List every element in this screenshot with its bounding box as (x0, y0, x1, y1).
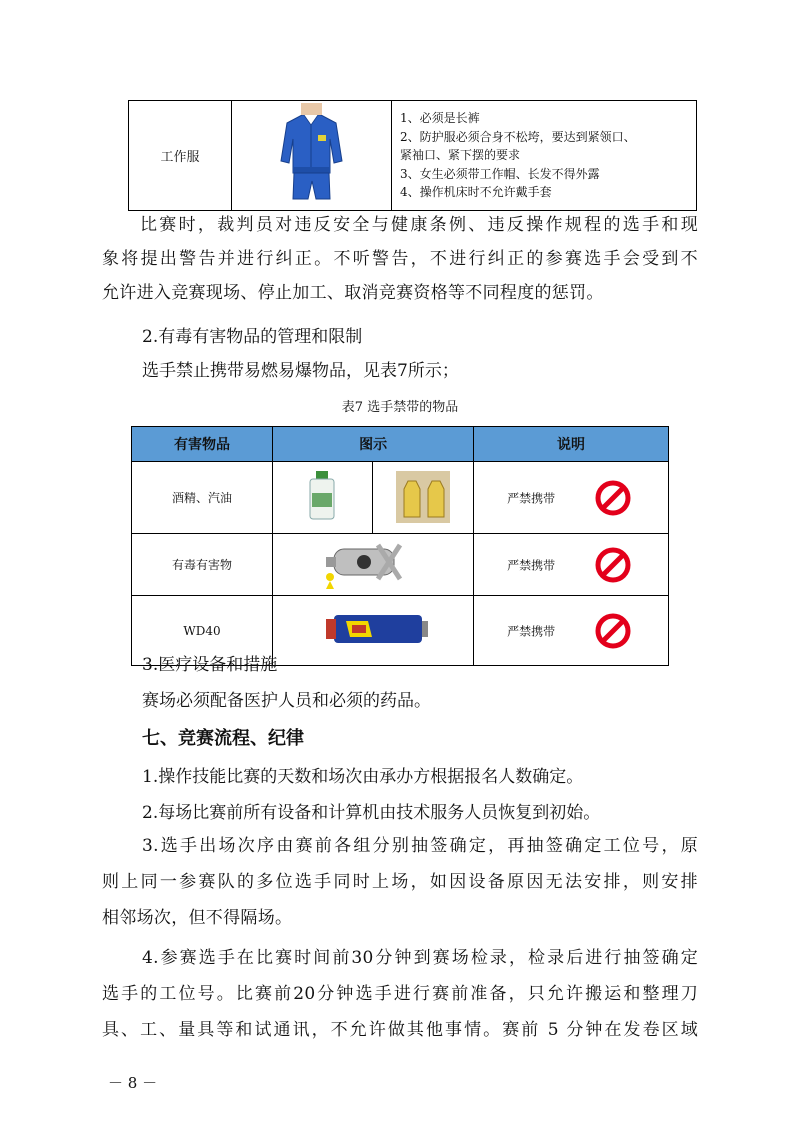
prohibited-icon (594, 479, 632, 517)
list-item (102, 940, 698, 1048)
workwear-rule: 2、防护服必须合身不松垮，要达到紧领口、 (400, 129, 636, 144)
hazard-table (131, 426, 669, 666)
table-row (132, 534, 669, 596)
section-heading: 2.有毒有害物品的管理和限制 (142, 327, 363, 347)
column-header: 说明 (474, 427, 669, 462)
workwear-image (232, 101, 391, 206)
text-line: 比赛时，裁判员对违反安全与健康条例、违反操作规程的选手和现 (140, 215, 698, 235)
text-line: 4.参赛选手在比赛时间前30分钟到赛场检录，检录后进行抽签确定 (142, 948, 698, 968)
list-item: 2.每场比赛前所有设备和计算机由技术服务人员恢复到初始。 (142, 803, 601, 823)
image-cell (373, 462, 474, 534)
list-item: 1.操作技能比赛的天数和场次由承办方根据报名人数确定。 (142, 767, 584, 787)
image-cell (273, 596, 474, 666)
column-header: 有害物品 (132, 427, 273, 462)
table-caption: 表7 选手禁带的物品 (341, 400, 459, 415)
paragraph-penalty (102, 208, 698, 310)
prohibited-icon (594, 612, 632, 650)
workwear-rule: 4、操作机床时不允许戴手套 (400, 185, 552, 200)
paragraph: 赛场必须配备医护人员和必须的药品。 (142, 691, 431, 711)
text-line: 具、工、量具等和试通讯，不允许做其他事情。赛前 5 分钟在发卷区域 (102, 1020, 698, 1040)
text-line: 则上同一参赛队的多位选手同时上场，如因设备原因无法安排，则安排 (102, 872, 698, 892)
item-name: 酒精、汽油 (132, 462, 273, 534)
text-line: 3.选手出场次序由赛前各组分别抽签确定，再抽签确定工位号，原 (142, 836, 698, 856)
note-cell (474, 534, 669, 596)
text-line: 象将提出警告并进行纠正。不听警告，不进行纠正的参赛选手会受到不 (102, 249, 698, 269)
paragraph: 选手禁止携带易燃易爆物品，见表7所示； (142, 361, 459, 381)
table-row (132, 462, 669, 534)
section-heading: 3.医疗设备和措施 (142, 655, 278, 675)
workwear-rule: 3、女生必须带工作帽、长发不得外露 (400, 166, 600, 181)
chapter-heading: 七、竞赛流程、纪律 (142, 728, 304, 749)
note-cell (474, 462, 669, 534)
workwear-label: 工作服 (129, 101, 232, 211)
note-text: 严禁携带 (507, 624, 556, 638)
workwear-rule: 紧袖口、紧下摆的要求 (400, 148, 521, 163)
prohibited-icon (594, 546, 632, 584)
column-header: 图示 (273, 427, 474, 462)
workwear-rules (392, 101, 697, 211)
note-cell (474, 596, 669, 666)
text-line: 允许进入竞赛现场、停止加工、取消竞赛资格等不同程度的惩罚。 (102, 283, 604, 303)
toxic-hazard-image (274, 535, 469, 591)
item-name: 有毒有害物 (132, 534, 273, 596)
image-cell (273, 534, 474, 596)
note-text: 严禁携带 (507, 491, 556, 505)
list-item (102, 828, 698, 936)
workwear-rule: 1、必须是长裤 (400, 111, 480, 126)
image-cell (273, 462, 373, 534)
text-line: 选手的工位号。比赛前20分钟选手进行赛前准备，只允许搬运和整理刀 (102, 984, 698, 1004)
workwear-image-cell (232, 101, 392, 211)
note-text: 严禁携带 (507, 558, 556, 572)
page-number: － 8 － (108, 1074, 158, 1092)
text-line: 相邻场次，但不得隔场。 (102, 908, 293, 928)
alcohol-bottle-image (274, 463, 371, 529)
item-name: WD40 (132, 596, 273, 666)
gasoline-bottles-image (374, 463, 472, 529)
wd40-can-image (274, 597, 469, 661)
workwear-table (128, 100, 697, 211)
